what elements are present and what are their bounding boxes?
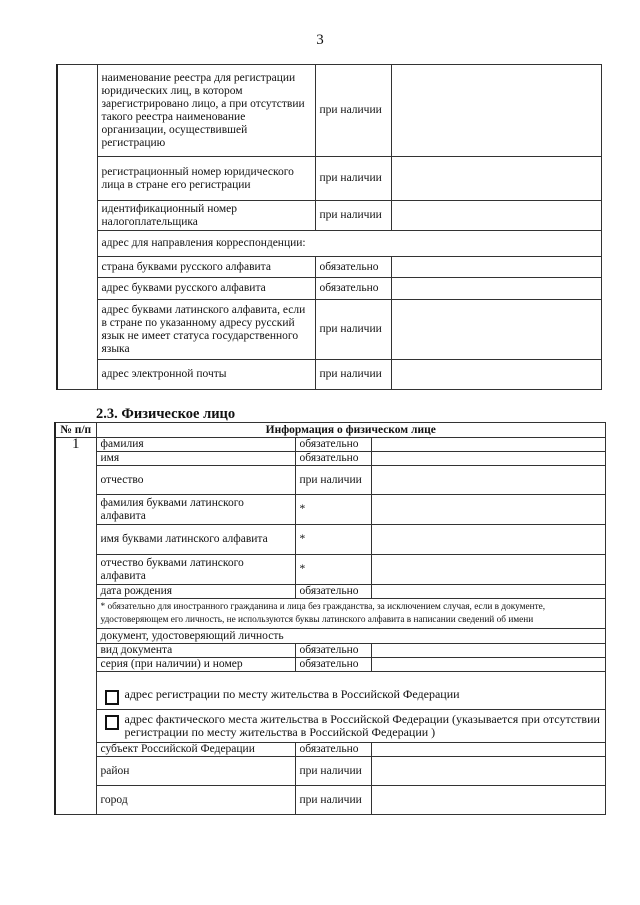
field-requirement: * [295, 525, 371, 555]
field-label: район [96, 757, 295, 786]
field-label: отчество [96, 466, 295, 495]
table-row [55, 495, 606, 525]
field-requirement: при наличии [315, 360, 391, 390]
correspondence-header: адрес для направления корреспонденции: [97, 231, 602, 257]
field-requirement: обязательно [295, 585, 371, 599]
field-label: идентификационный номер налогоплательщика [97, 201, 315, 231]
field-value[interactable] [371, 644, 606, 658]
field-value[interactable] [391, 65, 602, 157]
individual-table [54, 422, 606, 815]
column-header-number: № п/п [55, 423, 96, 438]
field-value[interactable] [371, 555, 606, 585]
table-row [55, 452, 606, 466]
table-row [57, 231, 602, 257]
field-requirement: обязательно [295, 452, 371, 466]
table-row [57, 360, 602, 390]
field-requirement: при наличии [295, 757, 371, 786]
field-label: субъект Российской Федерации [96, 743, 295, 757]
field-label: наименование реестра для регистрации юридических лиц, в котором зарегистрировано лицо, а при отсутствии такого реестра наименование организации, осуществившей регистрацию [97, 65, 315, 157]
legal-entity-table [56, 64, 602, 390]
field-label: фамилия буквами латинского алфавита [96, 495, 295, 525]
table-row [55, 786, 606, 815]
table-row [55, 757, 606, 786]
field-requirement: * [295, 555, 371, 585]
field-label: отчество буквами латинского алфавита [96, 555, 295, 585]
field-value[interactable] [391, 278, 602, 300]
field-requirement: при наличии [295, 786, 371, 815]
field-value[interactable] [371, 743, 606, 757]
address-option-row [55, 710, 606, 743]
field-value[interactable] [371, 466, 606, 495]
field-requirement: при наличии [295, 466, 371, 495]
row-number: 1 [55, 438, 96, 815]
field-requirement: при наличии [315, 65, 391, 157]
table-row [57, 257, 602, 278]
field-requirement: при наличии [315, 300, 391, 360]
table-row [57, 65, 602, 157]
field-label: адрес буквами русского алфавита [97, 278, 315, 300]
field-requirement: обязательно [295, 438, 371, 452]
field-value[interactable] [371, 452, 606, 466]
field-requirement: при наличии [315, 157, 391, 201]
field-value[interactable] [391, 300, 602, 360]
field-label: имя буквами латинского алфавита [96, 525, 295, 555]
field-label: фамилия [96, 438, 295, 452]
field-value[interactable] [371, 585, 606, 599]
column-header-info: Информация о физическом лице [96, 423, 606, 438]
checkbox-label: адрес регистрации по месту жительства в Российской Федерации [124, 687, 460, 701]
address-option-row [55, 672, 606, 710]
table-row [55, 644, 606, 658]
field-requirement: * [295, 495, 371, 525]
field-label: дата рождения [96, 585, 295, 599]
table-row [55, 466, 606, 495]
table-row [55, 585, 606, 599]
field-label: адрес буквами латинского алфавита, если в стране по указанному адресу русский язык не имеет статуса государственного языка [97, 300, 315, 360]
field-label: имя [96, 452, 295, 466]
id-document-header: документ, удостоверяющий личность [96, 629, 606, 644]
field-requirement: обязательно [315, 278, 391, 300]
field-value[interactable] [371, 658, 606, 672]
table-row [57, 300, 602, 360]
field-label: серия (при наличии) и номер [96, 658, 295, 672]
table-row [57, 201, 602, 231]
page-number: 3 [316, 32, 324, 48]
empty-number-cell [57, 65, 97, 390]
field-requirement: обязательно [315, 257, 391, 278]
field-label: страна буквами русского алфавита [97, 257, 315, 278]
table-row [55, 599, 606, 629]
field-requirement: обязательно [295, 743, 371, 757]
checkbox-label: адрес фактического места жительства в Российской Федерации (указывается при отсутствии регистрации по месту жительства в Российской Федерации ) [124, 712, 600, 739]
footnote: * обязательно для иностранного гражданина и лица без гражданства, за исключением случая, если в документе, удостоверяющем его личность, не используются буквы латинского алфавита в написании сведений об имени [96, 599, 606, 629]
table-row [55, 743, 606, 757]
checkbox-registration-address[interactable] [105, 690, 119, 705]
table-row [55, 555, 606, 585]
table-row [57, 278, 602, 300]
field-value[interactable] [371, 786, 606, 815]
field-value[interactable] [371, 757, 606, 786]
section-title: 2.3. Физическое лицо [96, 406, 236, 422]
field-requirement: при наличии [315, 201, 391, 231]
field-value[interactable] [371, 525, 606, 555]
field-label: город [96, 786, 295, 815]
checkbox-actual-address[interactable] [105, 715, 119, 730]
table-row [55, 438, 606, 452]
table-row [55, 525, 606, 555]
field-value[interactable] [391, 157, 602, 201]
table-row [57, 157, 602, 201]
field-requirement: обязательно [295, 658, 371, 672]
field-label: вид документа [96, 644, 295, 658]
table-row [55, 629, 606, 644]
field-label: адрес электронной почты [97, 360, 315, 390]
field-requirement: обязательно [295, 644, 371, 658]
field-value[interactable] [391, 201, 602, 231]
table-header-row [55, 423, 606, 438]
field-label: регистрационный номер юридического лица в стране его регистрации [97, 157, 315, 201]
field-value[interactable] [391, 360, 602, 390]
field-value[interactable] [371, 438, 606, 452]
field-value[interactable] [371, 495, 606, 525]
field-value[interactable] [391, 257, 602, 278]
table-row [55, 658, 606, 672]
